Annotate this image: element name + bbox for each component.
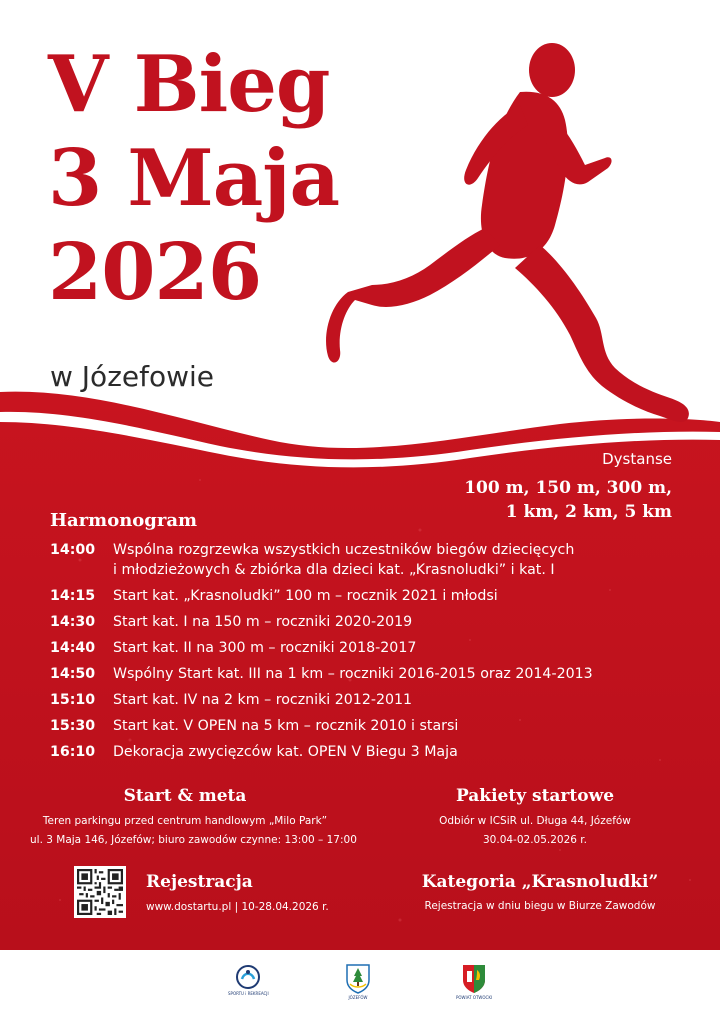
registration-link[interactable]: www.dostartu.pl | 10-28.04.2026 r. [146,901,329,913]
schedule-desc [113,638,660,658]
distances-line-1: 100 m, 150 m, 300 m, [464,478,672,498]
schedule-desc-line: Wspólna rozgrzewka wszystkich uczestników biegów dziecięcych [113,542,575,558]
schedule-row [50,586,660,606]
schedule-time: 15:30 [50,718,96,734]
start-meta-line: Teren parkingu przed centrum handlowym „Milo Park” [42,815,328,827]
schedule-desc [113,716,660,736]
qr-code-icon [77,869,123,915]
schedule-desc [113,612,660,632]
schedule-row [50,540,660,580]
start-meta-line: ul. 3 Maja 146, Józefów; biuro zawodów czynne: 13:00 – 17:00 [30,834,357,846]
schedule-time: 16:10 [50,744,96,760]
schedule-time: 14:30 [50,614,96,630]
schedule-desc-line: Dekoracja zwycięzców kat. OPEN V Biegu 3 Maja [113,744,458,760]
schedule-row [50,612,660,632]
schedule-list [50,540,660,768]
schedule-time: 15:10 [50,692,96,708]
packages-line: Odbiór w ICSiR ul. Długa 44, Józefów [439,815,631,827]
start-meta-title: Start & meta [123,786,247,806]
title-line-3: 2026 [48,227,262,318]
event-location: w Józefowie [50,360,215,393]
start-meta-text [30,812,357,850]
logo-jozefow [344,962,372,1000]
schedule-desc [113,664,660,684]
footer-logos [0,950,720,1018]
schedule-desc [113,540,660,580]
packages-title: Pakiety startowe [455,786,615,806]
title-line-2: 3 Maja [48,133,340,224]
schedule-time: 14:40 [50,640,96,656]
event-title [48,38,339,320]
krasnoludki-title: Kategoria „Krasnoludki” [421,872,659,892]
schedule-desc-line: Start kat. IV na 2 km – roczniki 2012-2011 [113,692,413,708]
logo-icsir [228,964,269,996]
schedule-time: 14:00 [50,542,96,558]
distances-block [464,450,672,524]
jozefow-caption: JÓZEFÓW [348,995,368,1000]
schedule-desc-line: i młodzieżowych & zbiórka dla dzieci kat. „Krasnoludki” i kat. I [113,562,555,578]
title-line-1: V Bieg [48,39,330,130]
schedule-time: 14:50 [50,666,96,682]
registration-title: Rejestracja [146,872,253,892]
krasnoludki-text: Rejestracja w dniu biegu w Biurze Zawodów [424,900,656,912]
icsir-caption: SPORTU i REKREACJI [228,991,269,996]
schedule-desc-line: Start kat. II na 300 m – roczniki 2018-2017 [113,640,417,656]
packages-text [400,812,670,850]
packages-line: 30.04-02.05.2026 r. [483,834,587,846]
logo-powiat [456,962,492,1000]
schedule-desc-line: Start kat. I na 150 m – roczniki 2020-2019 [113,614,413,630]
qr-code[interactable] [74,866,126,918]
schedule-desc [113,690,660,710]
schedule-desc-line: Start kat. V OPEN na 5 km – rocznik 2010 i starsi [113,718,459,734]
distances-label: Dystanse [602,450,672,468]
schedule-time: 14:15 [50,588,96,604]
schedule-desc [113,586,660,606]
schedule-desc-line: Wspólny Start kat. III na 1 km – roczniki 2016-2015 oraz 2014-2013 [113,666,593,682]
powiat-caption: POWIAT OTWOCKI [456,995,493,1000]
powiat-crest-icon [460,962,488,994]
distances-line-2: 1 km, 2 km, 5 km [505,502,672,522]
schedule-desc-line: Start kat. „Krasnoludki” 100 m – rocznik 2021 i młodsi [113,588,498,604]
schedule-row [50,664,660,684]
icsir-logo-icon [233,964,263,990]
jozefow-crest-icon [344,962,372,994]
schedule-row [50,690,660,710]
schedule-desc [113,742,660,762]
schedule-row [50,742,660,762]
schedule-title: Harmonogram [50,510,198,531]
schedule-row [50,716,660,736]
schedule-row [50,638,660,658]
